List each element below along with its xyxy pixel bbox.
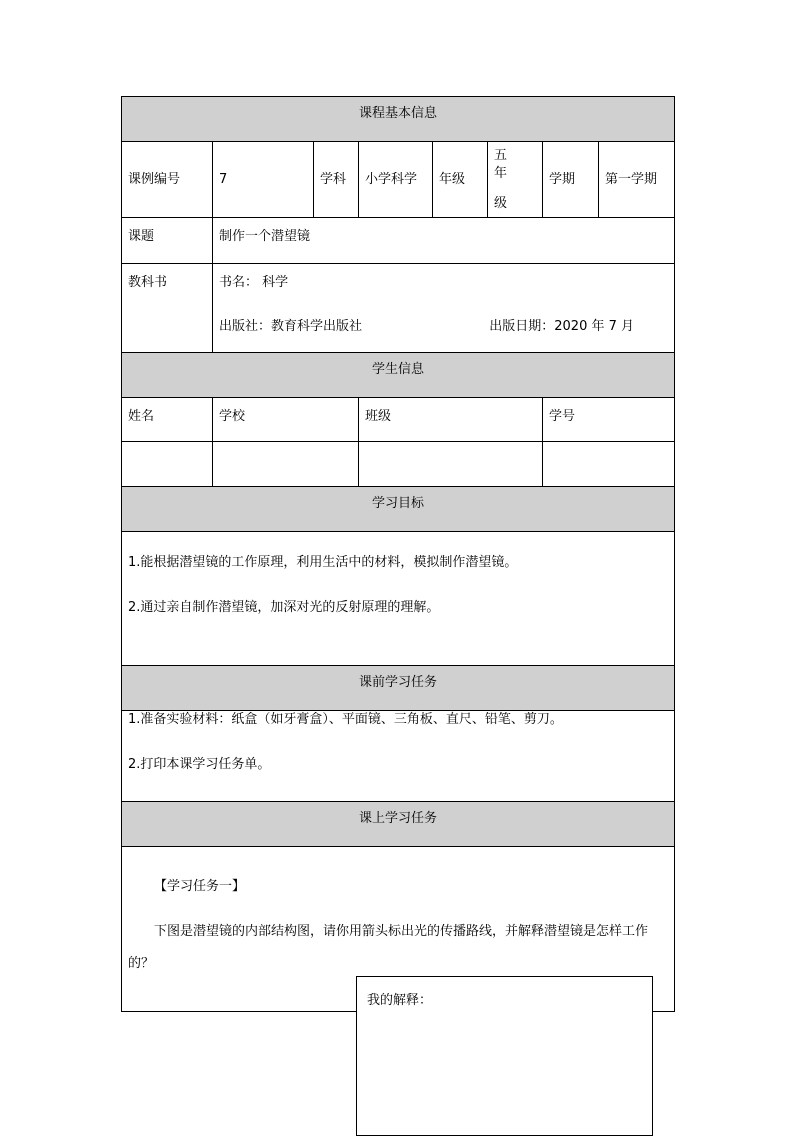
textbook-label: 教科书 (122, 264, 213, 353)
pre-class-header: 课前学习任务 (122, 666, 675, 711)
task-description: 下图是潜望镜的内部结构图，请你用箭头标出光的传播路线，并解释潜望镜是怎样工作的？ (128, 924, 649, 971)
goal-item: 1.能根据潜望镜的工作原理，利用生活中的材料，模拟制作潜望镜。 (128, 554, 518, 570)
student-blank-row (122, 442, 675, 487)
course-info-header: 课程基本信息 (122, 97, 675, 142)
textbook-details (213, 264, 675, 353)
student-id-blank[interactable] (543, 442, 675, 487)
publisher-row (219, 318, 668, 336)
pre-class-item: 2.打印本课学习任务单。 (128, 757, 271, 772)
subject-label: 学科 (314, 142, 359, 218)
student-class-label: 班级 (359, 398, 543, 442)
pre-class-row (122, 711, 675, 802)
pre-class-list (122, 711, 675, 802)
publisher: 出版社：教育科学出版社 (219, 319, 363, 334)
lesson-no-label: 课例编号 (122, 142, 213, 218)
answer-label: 我的解释： (367, 993, 433, 1008)
book-name: 书名： 科学 (219, 275, 289, 290)
goal-item: 2.通过亲自制作潜望镜，加深对光的反射原理的理解。 (128, 599, 440, 615)
student-name-label: 姓名 (122, 398, 213, 442)
topic-label: 课题 (122, 218, 213, 264)
goals-header: 学习目标 (122, 487, 675, 532)
goals-list (122, 532, 675, 666)
in-class-header-row (122, 802, 675, 847)
grade-value-line1: 五 年 (494, 147, 522, 181)
grade-value (488, 142, 543, 218)
pre-class-item: 1.准备实验材料：纸盒（如牙膏盒）、平面镜、三角板、直尺、铅笔、剪刀。 (128, 712, 563, 727)
student-fields-row (122, 398, 675, 442)
student-school-blank[interactable] (213, 442, 359, 487)
term-label: 学期 (543, 142, 599, 218)
in-class-header: 课上学习任务 (122, 802, 675, 847)
topic-row (122, 218, 675, 264)
answer-box[interactable] (356, 976, 653, 1136)
lesson-worksheet-table (121, 96, 675, 1012)
pre-class-header-row (122, 666, 675, 711)
task-title: 【学习任务一】 (154, 879, 246, 894)
subject-value: 小学科学 (359, 142, 433, 218)
student-name-blank[interactable] (122, 442, 213, 487)
topic-value: 制作一个潜望镜 (213, 218, 675, 264)
goals-row (122, 532, 675, 666)
textbook-row (122, 264, 675, 353)
course-meta-row (122, 142, 675, 218)
student-info-header: 学生信息 (122, 353, 675, 398)
student-id-label: 学号 (543, 398, 675, 442)
grade-value-line2: 级 (494, 195, 508, 211)
student-class-blank[interactable] (359, 442, 543, 487)
pub-date: 出版日期：2020 年 7 月 (489, 319, 635, 334)
student-info-header-row (122, 353, 675, 398)
grade-label: 年级 (433, 142, 488, 218)
goals-header-row (122, 487, 675, 532)
student-school-label: 学校 (213, 398, 359, 442)
lesson-no-value: 7 (213, 142, 314, 218)
course-info-header-row (122, 97, 675, 142)
term-value: 第一学期 (599, 142, 675, 218)
